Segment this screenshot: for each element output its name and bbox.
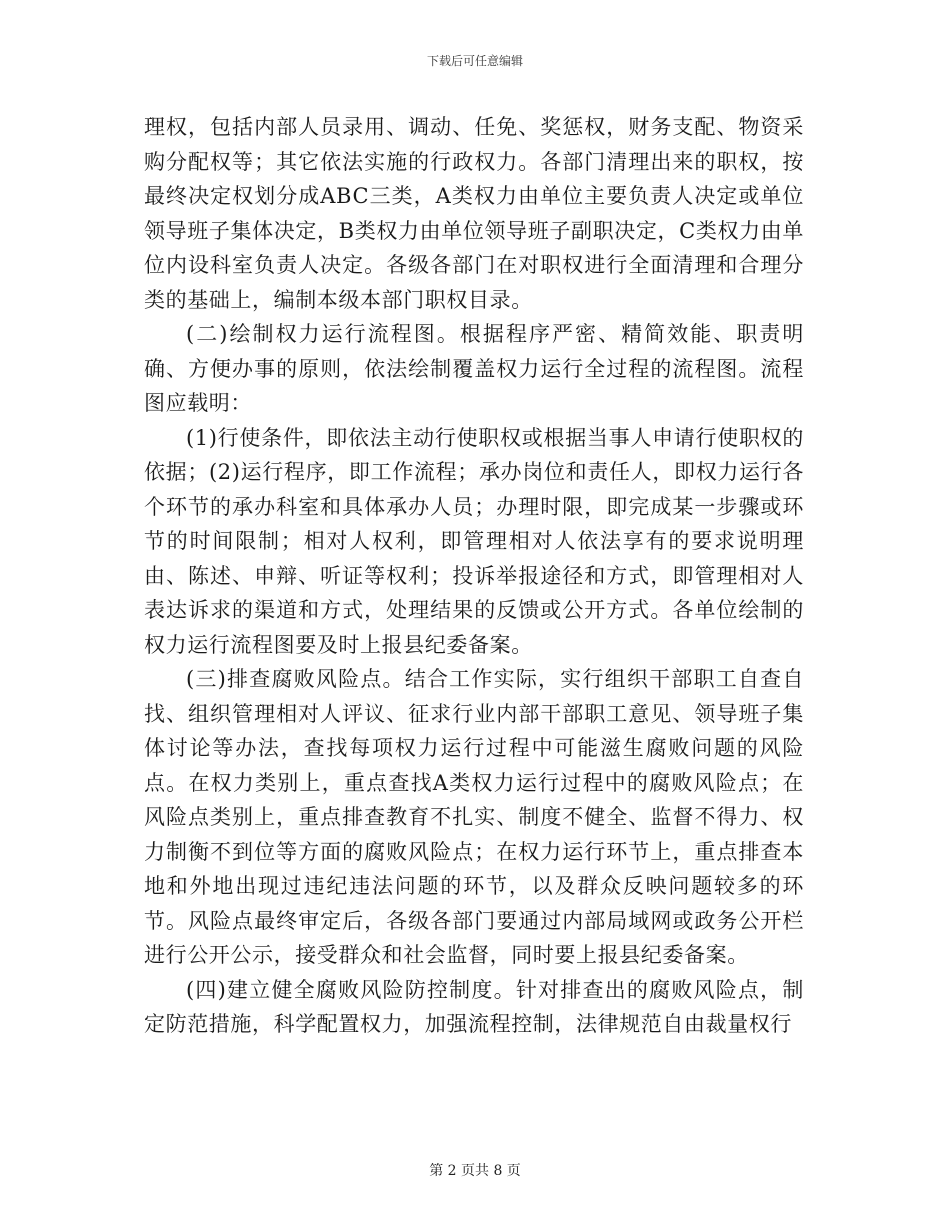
paragraph-2: (二)绘制权力运行流程图。根据程序严密、精简效能、职责明确、方便办事的原则，依法绘制覆盖权力运行全过程的流程图。流程图应载明： bbox=[144, 322, 804, 415]
paragraph-5: (四)建立健全腐败风险防控制度。针对排查出的腐败风险点，制定防范措施，科学配置权力，加强流程控制，法律规范自由裁量权行 bbox=[144, 977, 804, 1036]
page-header: 下载后可任意编辑 bbox=[426, 54, 523, 68]
paragraph-1: 理权，包括内部人员录用、调动、任免、奖惩权，财务支配、物资采购分配权等；其它依法实施的行政权力。各部门清理出来的职权，按最终决定权划分成ABC三类，A类权力由单位主要负责人决定或单位领导班子集体决定，B类权力由单位领导班子副职决定，C类权力由单位内设科室负责人决定。各级各部门在对职权进行全面清理和合理分类的基础上，编制本级本部门职权目录。 bbox=[144, 115, 804, 312]
document-body bbox=[144, 110, 804, 1042]
paragraph-4: (三)排查腐败风险点。结合工作实际，实行组织干部职工自查自找、组织管理相对人评议、征求行业内部干部职工意见、领导班子集体讨论等办法，查找每项权力运行过程中可能滋生腐败问题的风险点。在权力类别上，重点查找A类权力运行过程中的腐败风险点；在风险点类别上，重点排查教育不扎实、制度不健全、监督不得力、权力制衡不到位等方面的腐败风险点；在权力运行环节上，重点排查本地和外地出现过违纪违法问题的环节，以及群众反映问题较多的环节。风险点最终审定后，各级各部门要通过内部局域网或政务公开栏进行公开公示，接受群众和社会监督，同时要上报县纪委备案。 bbox=[144, 667, 804, 967]
paragraph-3: (1)行使条件，即依法主动行使职权或根据当事人申请行使职权的依据；(2)运行程序，即工作流程；承办岗位和责任人，即权力运行各个环节的承办科室和具体承办人员；办理时限，即完成某一步骤或环节的时间限制；相对人权利，即管理相对人依法享有的要求说明理由、陈述、申辩、听证等权利；投诉举报途径和方式，即管理相对人表达诉求的渠道和方式，处理结果的反馈或公开方式。各单位绘制的权力运行流程图要及时上报县纪委备案。 bbox=[144, 425, 804, 657]
page-footer: 第 2 页共 8 页 bbox=[429, 1163, 521, 1179]
